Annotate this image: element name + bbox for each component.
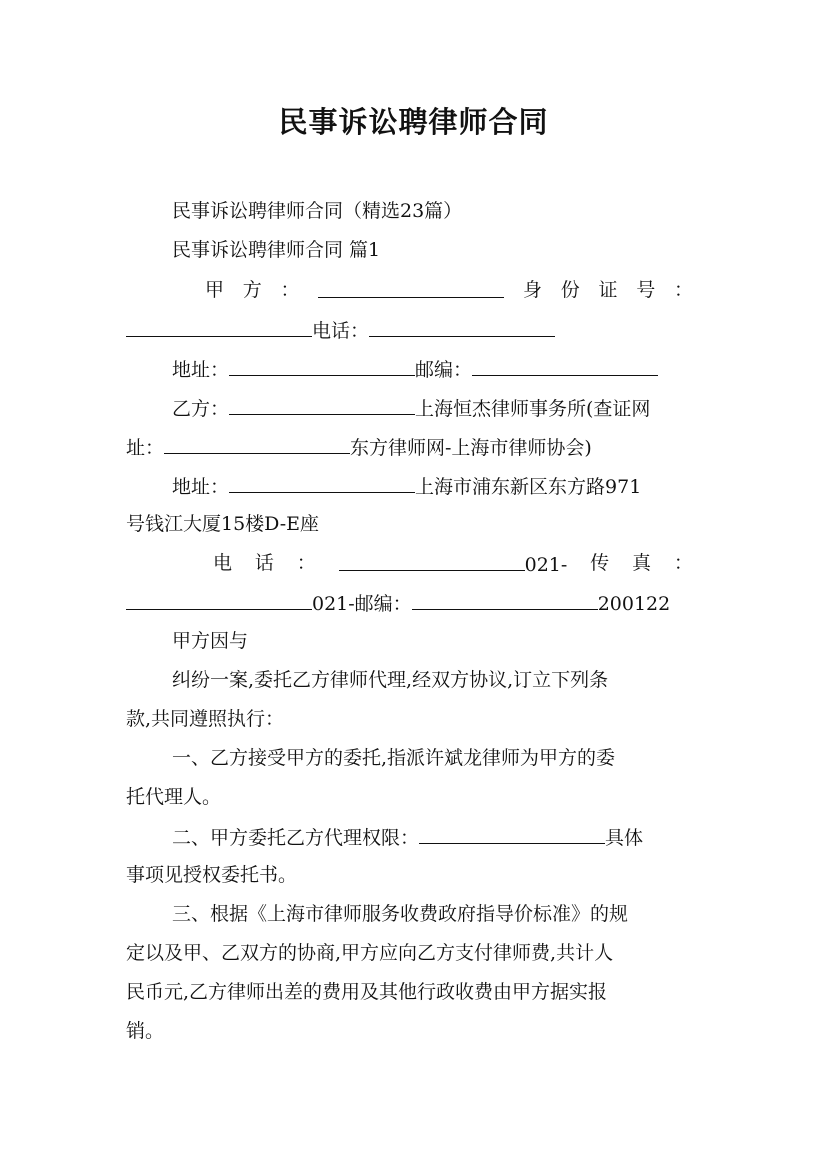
postcode-value: 200122 <box>597 593 671 615</box>
party-b-phone-blank <box>339 550 525 571</box>
document-title: 民事诉讼聘律师合同 <box>278 105 549 139</box>
clause-2-text: 二、甲方委托乙方代理权限： <box>172 827 420 849</box>
section-heading: 民事诉讼聘律师合同 篇1 <box>172 239 381 261</box>
document-subtitle: 民事诉讼聘律师合同（精选23篇） <box>172 200 463 222</box>
address-label: 地址： <box>172 476 230 498</box>
label-char: 号 <box>636 279 656 301</box>
authority-blank <box>419 823 605 844</box>
party-b-address: 上海市浦东新区东方路971 <box>415 476 642 498</box>
label-char: 真 <box>632 552 652 574</box>
clause-1-cont: 托代理人。 <box>126 786 222 808</box>
party-b-address-cont: 号钱江大厦15楼D-E座 <box>126 513 320 535</box>
label-char: ： <box>673 279 693 301</box>
clause-1: 一、乙方接受甲方的委托,指派许斌龙律师为甲方的委 <box>172 747 616 769</box>
party-b-address-blank <box>229 472 415 493</box>
url-prefix: 址： <box>126 437 165 459</box>
fax-prefix: 021-邮编： <box>312 593 412 615</box>
party-b-name-blank <box>229 394 415 415</box>
clause-2-suffix: 具体 <box>605 827 644 849</box>
party-a-address-blank <box>229 355 415 376</box>
intro-line: 款,共同遵照执行： <box>126 708 285 730</box>
label-char: 身 <box>522 279 542 301</box>
party-b-postcode-blank <box>412 589 598 610</box>
label-char: 方 <box>242 279 262 301</box>
party-b-url-line <box>126 433 701 461</box>
party-b-phone-number-blank <box>126 589 312 610</box>
party-a-name-blank <box>318 277 504 298</box>
intro-line: 甲方因与 <box>172 630 249 652</box>
phone-label: 电话： <box>312 320 370 342</box>
party-b-url-blank <box>164 433 350 454</box>
label-char: 甲 <box>205 279 225 301</box>
clause-3: 三、根据《上海市律师服务收费政府指导价标准》的规 <box>172 903 629 925</box>
label-char: 份 <box>560 279 580 301</box>
party-a-phone-blank <box>369 316 555 337</box>
label-char: 证 <box>598 279 618 301</box>
address-label: 地址： <box>172 359 230 381</box>
url-suffix: 东方律师网-上海市律师协会) <box>350 437 592 459</box>
party-b-label: 乙方： <box>172 398 230 420</box>
label-char: ： <box>280 279 300 301</box>
party-b-line <box>172 394 701 422</box>
clause-2-cont: 事项见授权委托书。 <box>126 864 298 886</box>
clause-3-cont: 民币元,乙方律师出差的费用及其他行政收费由甲方据实报 <box>126 981 608 1003</box>
party-a-phone-line <box>126 316 701 344</box>
postcode-label: 邮编： <box>415 359 473 381</box>
label-char: 话 <box>254 552 274 574</box>
party-b-address-line <box>172 472 701 500</box>
party-b-fax-line <box>126 589 701 617</box>
party-b-phone-line <box>213 550 693 578</box>
phone-prefix: 021- <box>524 554 568 576</box>
party-a-address-line <box>172 355 701 383</box>
label-char: ： <box>296 552 316 574</box>
label-char: 电 <box>213 552 233 574</box>
party-a-id-line <box>205 277 693 303</box>
clause-2 <box>172 823 701 851</box>
label-char: ： <box>673 552 693 574</box>
clause-3-cont: 定以及甲、乙双方的协商,甲方应向乙方支付律师费,共计人 <box>126 942 614 964</box>
party-a-postcode-blank <box>472 355 658 376</box>
intro-line: 纠纷一案,委托乙方律师代理,经双方协议,订立下列条 <box>172 669 609 691</box>
label-char: 传 <box>590 552 610 574</box>
party-a-id-blank <box>126 316 312 337</box>
clause-3-cont: 销。 <box>126 1020 165 1042</box>
party-b-firm: 上海恒杰律师事务所(查证网 <box>415 398 651 420</box>
